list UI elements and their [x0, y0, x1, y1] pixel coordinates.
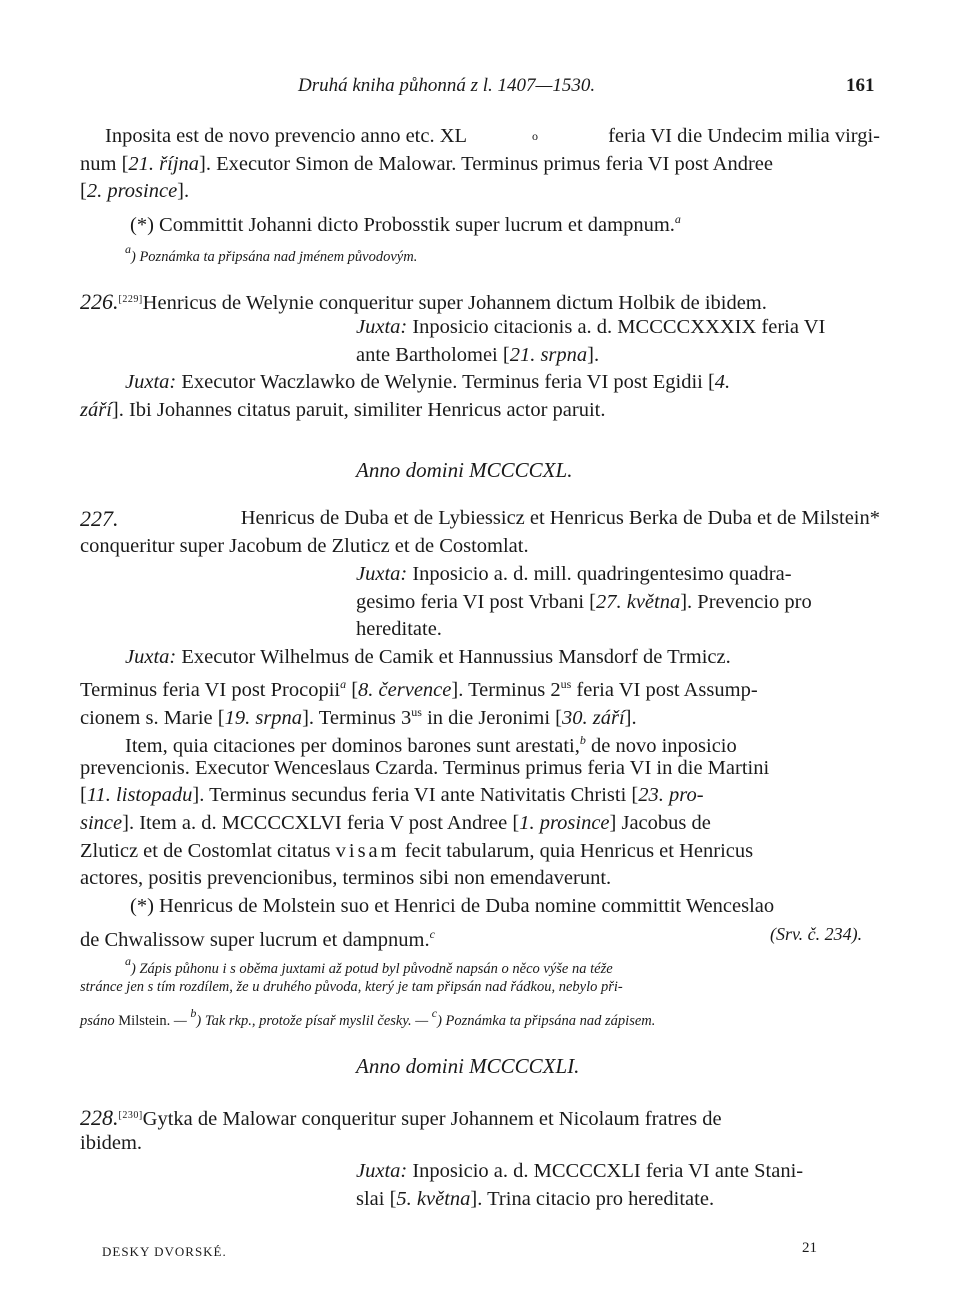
book-page: [80, 0, 880, 1309]
year-heading: Anno domini MCCCCXL.: [356, 458, 573, 482]
text-line: Inposita est de novo prevencio anno etc. XL o feria VI die Undecim milia virgi-: [105, 125, 880, 147]
text-line: [2. prosince].: [80, 180, 190, 202]
year-heading: Anno domini MCCCCXLI.: [356, 1054, 580, 1078]
entry-ref: [229]: [118, 294, 143, 305]
text-line: září]. Ibi Johannes citatus paruit, similiter Henricus actor paruit.: [80, 399, 606, 421]
juxta-line: hereditate.: [356, 618, 442, 640]
text-line: de Chwalissow super lucrum et dampnum.$^c$: [80, 927, 435, 951]
text-line: conqueritur super Jacobum de Zluticz et de Costomlat.: [80, 535, 529, 557]
cross-reference: (Srv. č. 234).: [770, 924, 863, 944]
footnote: $^a$) Poznámka ta připsána nad jménem původovým.: [125, 242, 418, 265]
entry-number: 227.: [80, 506, 119, 531]
entry-226-line: 226.[229]Henricus de Welynie conqueritur super Johannem dictum Holbik de ibidem.: [80, 289, 767, 314]
footer-title: DESKY DVORSKÉ.: [102, 1244, 227, 1259]
text-line: Terminus feria VI post Procopii$^a$ [8. července]. Terminus $2^{us}$ feria VI post Assump-: [80, 677, 758, 701]
juxta-line: Juxta: Inposicio a. d. MCCCCXLI feria VI ante Stani-: [356, 1160, 804, 1182]
text-line: num [21. října]. Executor Simon de Malowar. Terminus primus feria VI post Andree: [80, 153, 774, 175]
juxta-line: slai [5. května]. Trina citacio pro hereditate.: [356, 1188, 715, 1210]
text-line: [11. listopadu]. Terminus secundus feria VI ante Nativitatis Christi [23. pro-: [80, 784, 704, 806]
text-line: ibidem.: [80, 1132, 143, 1154]
juxta-line: Juxta: Executor Waczlawko de Welynie. Terminus feria VI post Egidii [4.: [125, 371, 731, 393]
juxta-line: Juxta: Executor Wilhelmus de Camik et Hannussius Mansdorf de Trmicz.: [125, 646, 731, 668]
page-number: 161: [846, 75, 875, 96]
text-line: cionem s. Marie [19. srpna]. Terminus $3^{us}$ in die Jeronimi [30. září].: [80, 705, 637, 729]
footnote: $^a$) Zápis půhonu i s oběma juxtami až potud byl původně napsán o něco výše na téže: [125, 954, 613, 977]
text-line: prevencionis. Executor Wenceslaus Czarda. Terminus primus feria VI in die Martini: [80, 757, 770, 779]
footnote: psáno Milstein. — $^b$) Tak rkp., protože písař myslil česky. — $^c$) Poznámka ta připsána nad zápisem.: [80, 1006, 656, 1029]
juxta-line: Juxta: Inposicio citacionis a. d. MCCCCXXXIX feria VI: [356, 316, 826, 338]
signature-number: 21: [802, 1240, 817, 1256]
juxta-line: Juxta: Inposicio a. d. mill. quadringentesimo quadra-: [356, 563, 792, 585]
entry-number: 228.: [80, 1105, 119, 1130]
entry-227-line: 227. Henricus de Duba et de Lybiessicz et Henricus Berka de Duba et de Milstein*: [80, 506, 880, 531]
text-line: Item, quia citaciones per dominos barones sunt arestati,$^b$ de novo inposicio: [125, 733, 737, 757]
juxta-line: gesimo feria VI post Vrbani [27. května]. Prevencio pro: [356, 591, 812, 613]
text-line: since]. Item a. d. MCCCCXLVI feria V post Andree [1. prosince] Jacobus de: [80, 812, 711, 834]
juxta-line: ante Bartholomei [21. srpna].: [356, 344, 600, 366]
text-line: Zluticz et de Costomlat citatus visam fecit tabularum, quia Henricus et Henricus: [80, 840, 754, 862]
text-line: (*) Henricus de Molstein suo et Henrici de Duba nomine committit Wenceslao: [130, 895, 775, 917]
footnote: stránce jen s tím rozdílem, že u druhého původa, který je tam připsán nad řádkou, nebylo při-: [80, 979, 623, 995]
text-line: actores, positis prevencionibus, terminos sibi non emendaverunt.: [80, 867, 612, 889]
entry-ref: [230]: [118, 1110, 143, 1121]
running-title: Druhá kniha půhonná z l. 1407—1530.: [298, 75, 596, 96]
text-line: (*) Committit Johanni dicto Probosstik super lucrum et dampnum.$^a$: [130, 212, 681, 236]
entry-number: 226.: [80, 289, 119, 314]
entry-228-line: 228.[230]Gytka de Malowar conqueritur super Johannem et Nicolaum fratres de: [80, 1105, 722, 1130]
